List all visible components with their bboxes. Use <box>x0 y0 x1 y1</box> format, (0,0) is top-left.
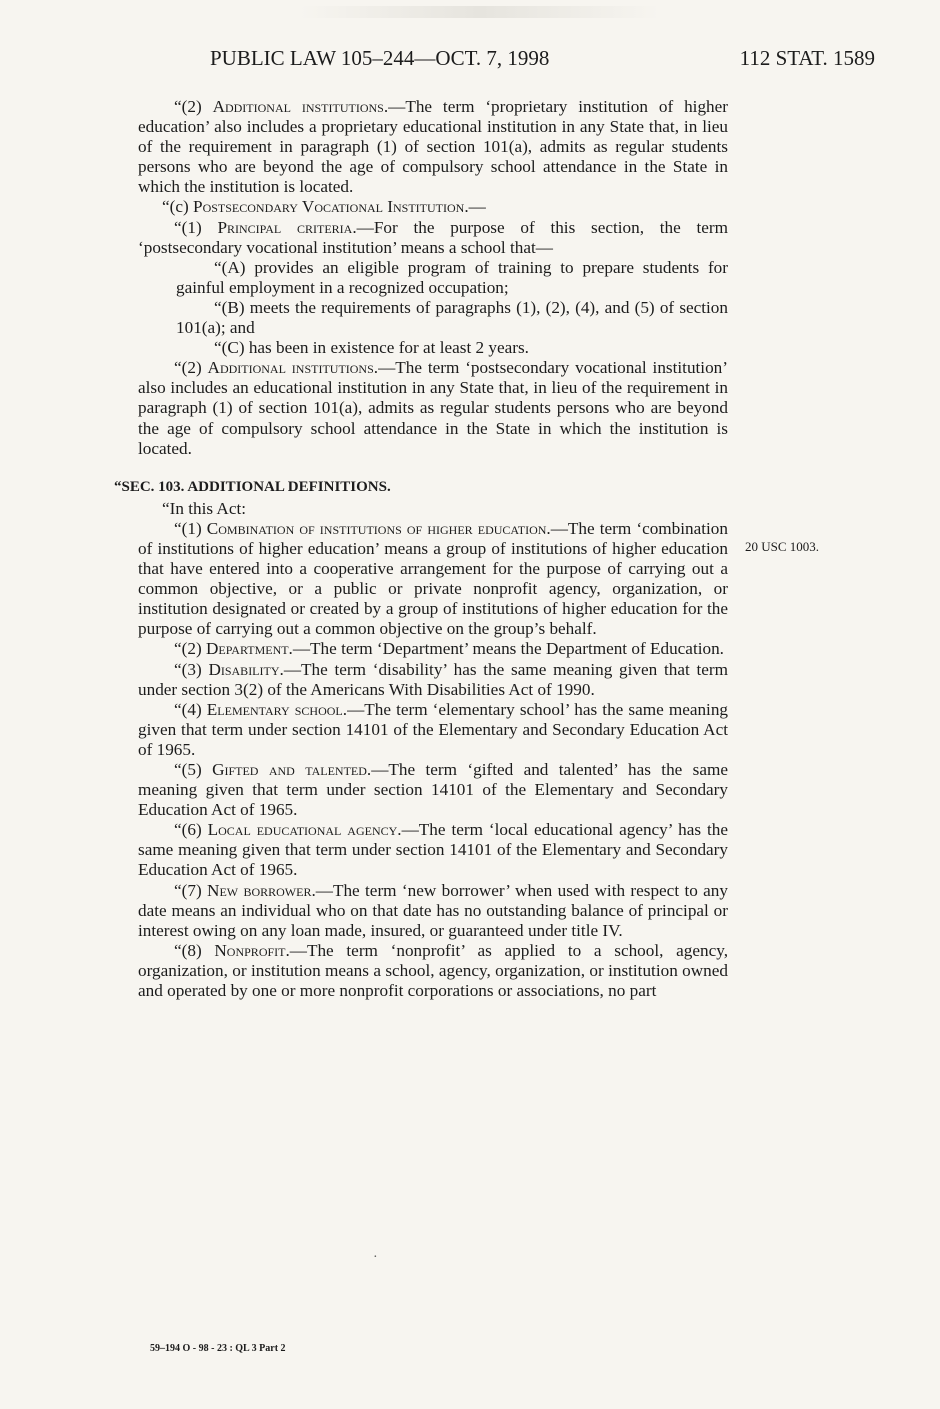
paragraph-additional-proprietary: “(2) Additional institutions.—The term ‘proprietary institution of higher education’ also includes a proprietary educational institution in any State that, in lieu of the requirement in paragraph (1) of section 101(a), admits as regular students persons who are beyond the age of compulsory school attendance in the State in which the institution is located. <box>138 97 728 197</box>
definition-1: “(1) Combination of institutions of higher education.—The term ‘combination of institutions of higher education’ means a group of institutions of higher education that have entered into a cooperative arrangement for the purpose of carrying out a common objective, or a public or private nonprofit agency, organization, or institution designated or created by a group of institutions of higher education for the purpose of carrying out a common objective on the group’s behalf. <box>138 518 728 639</box>
clause-b: “(B) meets the requirements of paragraphs (1), (2), (4), and (5) of section 101(a); and <box>176 297 728 338</box>
definition-7: “(7) New borrower.—The term ‘new borrower’ when used with respect to any date means an individual who on that date has no outstanding balance of principal or interest owing on any loan made, insured, or guaranteed under title IV. <box>138 880 728 940</box>
definition-5: “(5) Gifted and talented.—The term ‘gifted and talented’ has the same meaning given that term under section 14101 of the Elementary and Secondary Education Act of 1965. <box>138 760 728 820</box>
paragraph-principal-criteria: “(1) Principal criteria.—For the purpose of this section, the term ‘postsecondary vocational institution’ means a school that— <box>138 217 729 257</box>
page-header <box>210 46 875 71</box>
definition-6: “(6) Local educational agency.—The term ‘local educational agency’ has the same meaning given that term under section 14101 of the Elementary and Secondary Education Act of 1965. <box>138 820 728 880</box>
definition-4: “(4) Elementary school.—The term ‘elementary school’ has the same meaning given that term under section 14101 of the Elementary and Secondary Education Act of 1965. <box>138 699 729 759</box>
header-title: PUBLIC LAW 105–244—OCT. 7, 1998 <box>210 46 550 70</box>
definition-3: “(3) Disability.—The term ‘disability’ has the same meaning given that term under section 3(2) of the Americans With Disabilities Act of 1990. <box>138 659 729 699</box>
body-text <box>114 97 729 1001</box>
section-heading: “SEC. 103. ADDITIONAL DEFINITIONS. <box>114 478 391 495</box>
stray-mark: · <box>373 1250 378 1265</box>
scan-smudge <box>300 6 660 18</box>
clause-c: “(C) has been in existence for at least 2 years. <box>214 338 529 358</box>
definition-8: “(8) Nonprofit.—The term ‘nonprofit’ as applied to a school, agency, organization, or institution means a school, agency, organization, or institution owned and operated by one or more nonprofit corporations or associations, no part <box>138 940 728 1001</box>
header-stat: 112 STAT. 1589 <box>739 46 875 70</box>
paragraph-additional-vocational: “(2) Additional institutions.—The term ‘postsecondary vocational institution’ also includes an educational institution in any State that, in lieu of the requirement in paragraph (1) of section 101(a), admits as regular students persons who are beyond the age of compulsory school attendance in the State in which the institution is located. <box>138 358 728 458</box>
section-intro: “In this Act: <box>162 498 247 518</box>
subsection-c-heading: “(c) Postsecondary Vocational Institution.— <box>162 197 486 217</box>
print-footer: 59–194 O - 98 - 23 : QL 3 Part 2 <box>150 1343 286 1354</box>
definition-2: “(2) Department.—The term ‘Department’ means the Department of Education. <box>174 639 724 659</box>
clause-a: “(A) provides an eligible program of training to prepare students for gainful employment in a recognized occupation; <box>176 257 728 297</box>
margin-citation: 20 USC 1003. <box>745 539 820 554</box>
